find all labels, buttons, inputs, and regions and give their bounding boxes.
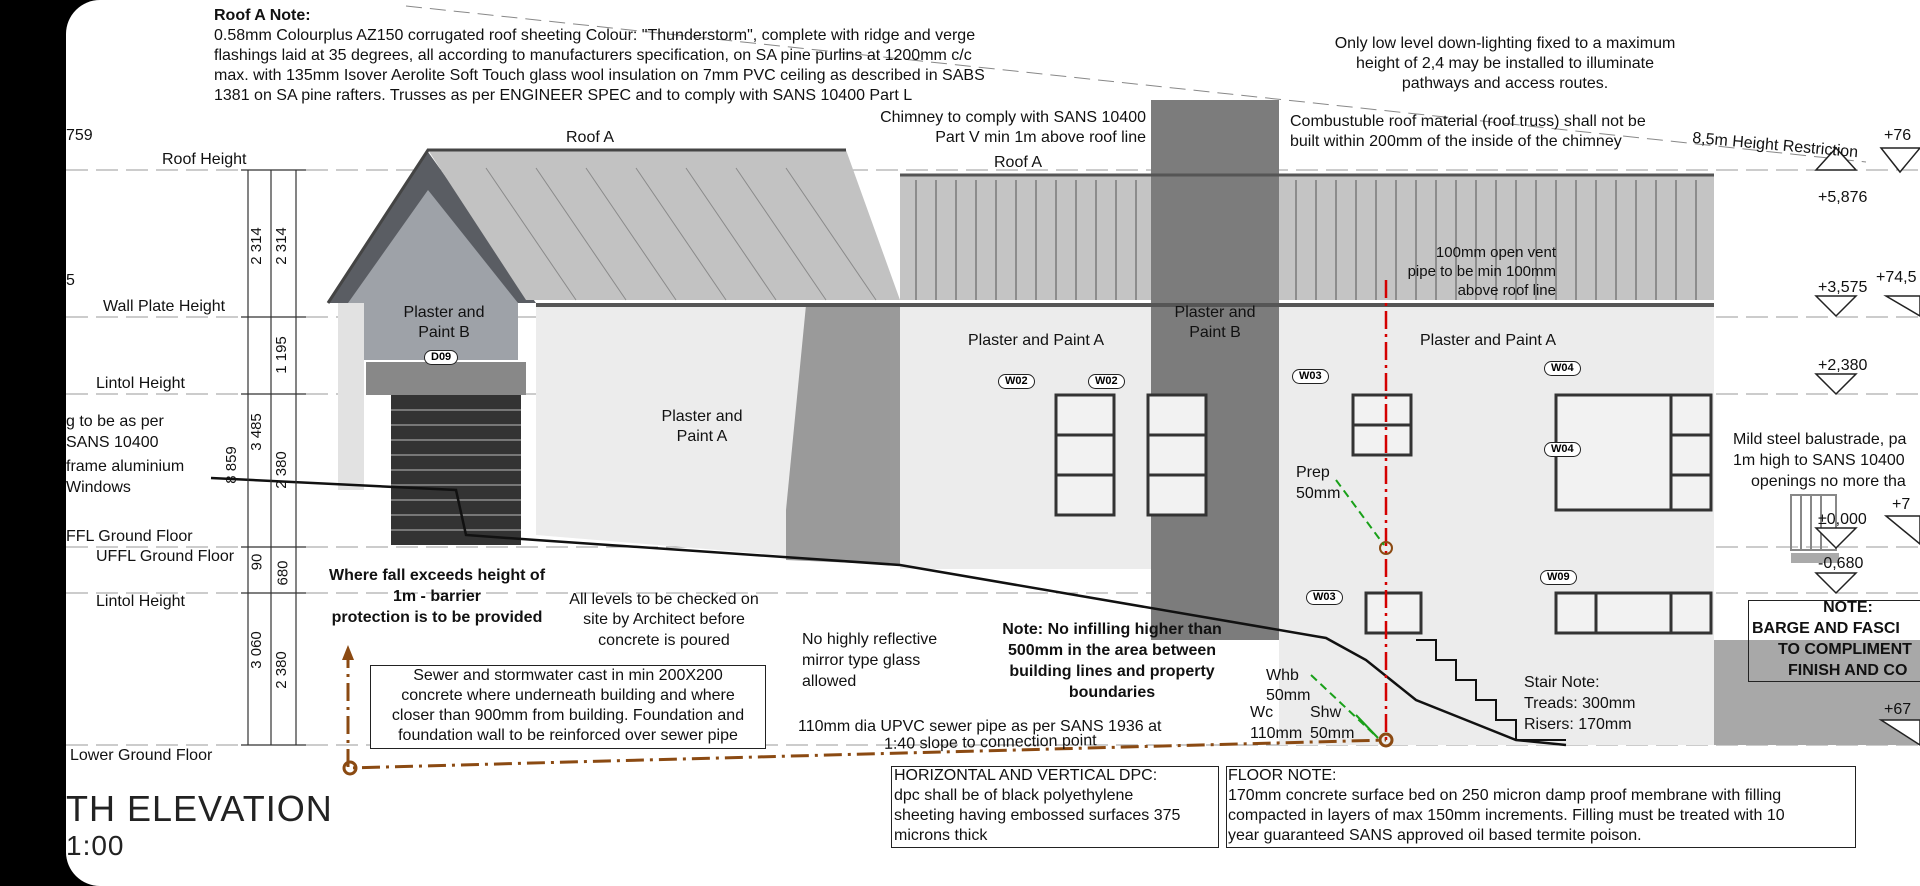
dim-3060: 3 060 [247,631,265,669]
dpc-note-line: dpc shall be of black polyethylene [894,787,1134,804]
height-restriction-label: 8,5m Height Restriction [1691,129,1859,162]
chimney-note-line: Chimney to comply with SANS 10400 [880,109,1146,126]
dim-2314-a: 2 314 [247,227,265,265]
level-value: +74,5 [1876,269,1917,286]
balustrade-note-line: openings no more tha [1751,473,1906,490]
lower-ground-label: Lower Ground Floor [70,747,213,764]
vent-note-line: pipe to be min 100mm [1407,263,1556,280]
level-value: 5 [66,272,75,289]
level-value: +2,380 [1818,357,1868,374]
window-note-line: frame aluminium [66,458,185,475]
glass-note-line: No highly reflective [802,631,938,648]
roof-note-line: 0.58mm Colourplus AZ150 corrugated roof sheeting Colour: "Thunderstorm", complete with ridge and verge [214,27,976,44]
window-w03b [1366,593,1421,633]
finish-label: Paint B [1189,324,1241,341]
wall-plate-label: Wall Plate Height [103,298,226,315]
barrier-note-line: 1m - barrier [392,588,482,605]
sewer-pipe-note-line: 1:40 slope to connection point [883,732,1097,753]
sewer-note-line: closer than 900mm from building. Foundation and [391,707,745,724]
roof-note-title: Roof A Note: [214,7,311,24]
dim-2314-b: 2 314 [272,227,290,265]
stair-note-line: Risers: 170mm [1524,716,1632,733]
finish-label: Plaster and [1174,304,1256,321]
floor-note-line: FLOOR NOTE: [1228,767,1337,784]
garage-lintel [366,362,526,395]
barge-note-line: BARGE AND FASCI [1752,620,1900,637]
levels-check-note-line: All levels to be checked on [569,591,759,608]
glass-note-line: mirror type glass [802,652,921,669]
sewer-note-line: Sewer and stormwater cast in min 200X200 [413,667,723,684]
sewer-note-line: foundation wall to be reinforced over sewer pipe [398,727,738,744]
gable-wall-left [338,303,364,490]
vent-note-line: 100mm open vent [1435,244,1556,261]
middle-roof [900,175,1160,300]
lighting-note-line: height of 2,4 may be installed to illuminate [1356,55,1654,72]
lighting-note-line: Only low level down-lighting fixed to a maximum [1334,35,1676,52]
lintol-lower-label: Lintol Height [96,593,185,610]
chimney-note-line: Part V min 1m above roof line [935,129,1146,146]
barge-note-line: NOTE: [1823,599,1873,616]
finish-label: Plaster and Paint A [968,332,1105,349]
sewer-note-line: concrete where underneath building and where [401,687,735,704]
roof-a-label: Roof A [994,154,1043,171]
window-note-line: g to be as per [66,413,164,430]
barrier-note-line: protection is to be provided [331,609,543,626]
uffl-ground-label: UFFL Ground Floor [96,548,235,565]
window-tag: W02 [1088,374,1125,389]
door-tag: D09 [424,350,458,365]
elevation-scale: 1:00 [66,830,125,861]
vent-note-line: above roof line [1457,282,1556,299]
floor-note-line: year guaranteed SANS approved oil based termite poison. [1228,827,1642,844]
lintol-label: Lintol Height [96,375,185,392]
roof-note-line: max. with 135mm Isover Aerolite Soft Touch glass wool insulation on 7mm PVC ceiling as described in SABS [214,67,985,84]
infill-note-line: building lines and property [1009,663,1215,680]
dpc-note-line: HORIZONTAL AND VERTICAL DPC: [894,767,1158,784]
pipe-label: 50mm [1310,725,1355,742]
prep-label: Prep [1296,464,1330,481]
window-w09 [1556,593,1711,633]
finish-label: Paint B [418,324,470,341]
window-tag: W03 [1306,590,1343,605]
dpc-note-line: microns thick [894,827,988,844]
prep-label: 50mm [1296,485,1341,502]
combustible-note-line: built within 200mm of the inside of the chimney [1290,133,1622,150]
roof-height-label: Roof Height [162,151,247,168]
window-w03a [1353,395,1411,455]
pipe-label: 110mm [1250,725,1303,742]
wall-shadow [786,305,900,565]
dim-680: 680 [274,560,292,586]
right-wall [1279,305,1714,745]
combustible-note-line: Combustuble roof material (roof truss) shall not be [1290,113,1646,130]
level-value: ±0,000 [1818,511,1867,528]
dim-2380-b: 2 380 [272,651,290,689]
dim-8859: 8 859 [222,446,240,484]
window-note-line: SANS 10400 [66,434,159,451]
levels-check-note-line: site by Architect before [583,611,745,628]
pipe-label: Wc [1250,704,1274,721]
glass-note-line: allowed [802,673,857,690]
infill-note-line: Note: No infilling higher than [1002,621,1222,638]
sewer-pipe-note-line: 110mm dia UPVC sewer pipe as per SANS 1936 at [798,718,1162,735]
pipe-label: Whb [1266,667,1299,684]
roof-a-label: Roof A [566,129,615,146]
window-tag: W09 [1540,570,1577,585]
level-value: +5,876 [1818,189,1868,206]
window-w02a [1056,395,1114,515]
balustrade-note-line: 1m high to SANS 10400 [1733,452,1905,469]
floor-note-line: compacted in layers of max 150mm increments. Filling must be treated with 10 [1228,807,1785,824]
finish-label: Plaster and [661,408,743,425]
level-value: +67 [1884,701,1912,718]
window-tag: W02 [998,374,1035,389]
dim-3485: 3 485 [247,413,265,451]
elevation-title: TH ELEVATION [66,788,333,829]
level-value: -0,680 [1818,555,1864,572]
barrier-note-line: Where fall exceeds height of [328,567,546,584]
level-value: +3,575 [1818,279,1868,296]
window-note-line: Windows [66,479,131,496]
finish-label: Paint A [676,428,728,445]
ffl-ground-label: FFL Ground Floor [66,528,193,545]
lighting-note-line: pathways and access routes. [1401,75,1609,92]
level-value: +76 [1884,127,1912,144]
dim-90: 90 [248,553,266,571]
window-tag: W04 [1544,442,1581,457]
floor-note-line: 170mm concrete surface bed on 250 micron damp proof membrane with filling [1228,787,1782,804]
level-value: 759 [66,127,93,144]
balustrade-note-line: Mild steel balustrade, pa [1733,431,1907,448]
finish-label: Plaster and Paint A [1420,332,1557,349]
chimney [1151,100,1279,640]
dim-2380-a: 2 380 [272,451,290,489]
pipe-label: 50mm [1266,687,1311,704]
infill-note-line: boundaries [1068,684,1156,701]
barge-note-line: FINISH AND CO [1788,662,1908,679]
roof-note-line: 1381 on SA pine rafters. Trusses as per ENGINEER SPEC and to comply with SANS 10400 Part L [214,87,913,104]
window-tag: W03 [1292,369,1329,384]
level-value: +7 [1892,496,1911,513]
finish-label: Plaster and [403,304,485,321]
window-tag: W04 [1544,361,1581,376]
stair-note-line: Stair Note: [1524,674,1600,691]
infill-note-line: 500mm in the area between [1007,642,1217,659]
pipe-label: Shw [1310,704,1342,721]
dpc-note-line: sheeting having embossed surfaces 375 [894,807,1181,824]
barge-note-line: TO COMPLIMENT [1778,641,1912,658]
dim-1195: 1 195 [272,336,290,374]
levels-check-note-line: concrete is poured [598,632,730,649]
drawing-sheet [66,0,1920,886]
roof-note-line: flashings laid at 35 degrees, all according to manufacturers specification, on SA pine purlins at 1200mm c/c [214,47,972,64]
stair-note-line: Treads: 300mm [1524,695,1636,712]
window-w02b [1148,395,1206,515]
